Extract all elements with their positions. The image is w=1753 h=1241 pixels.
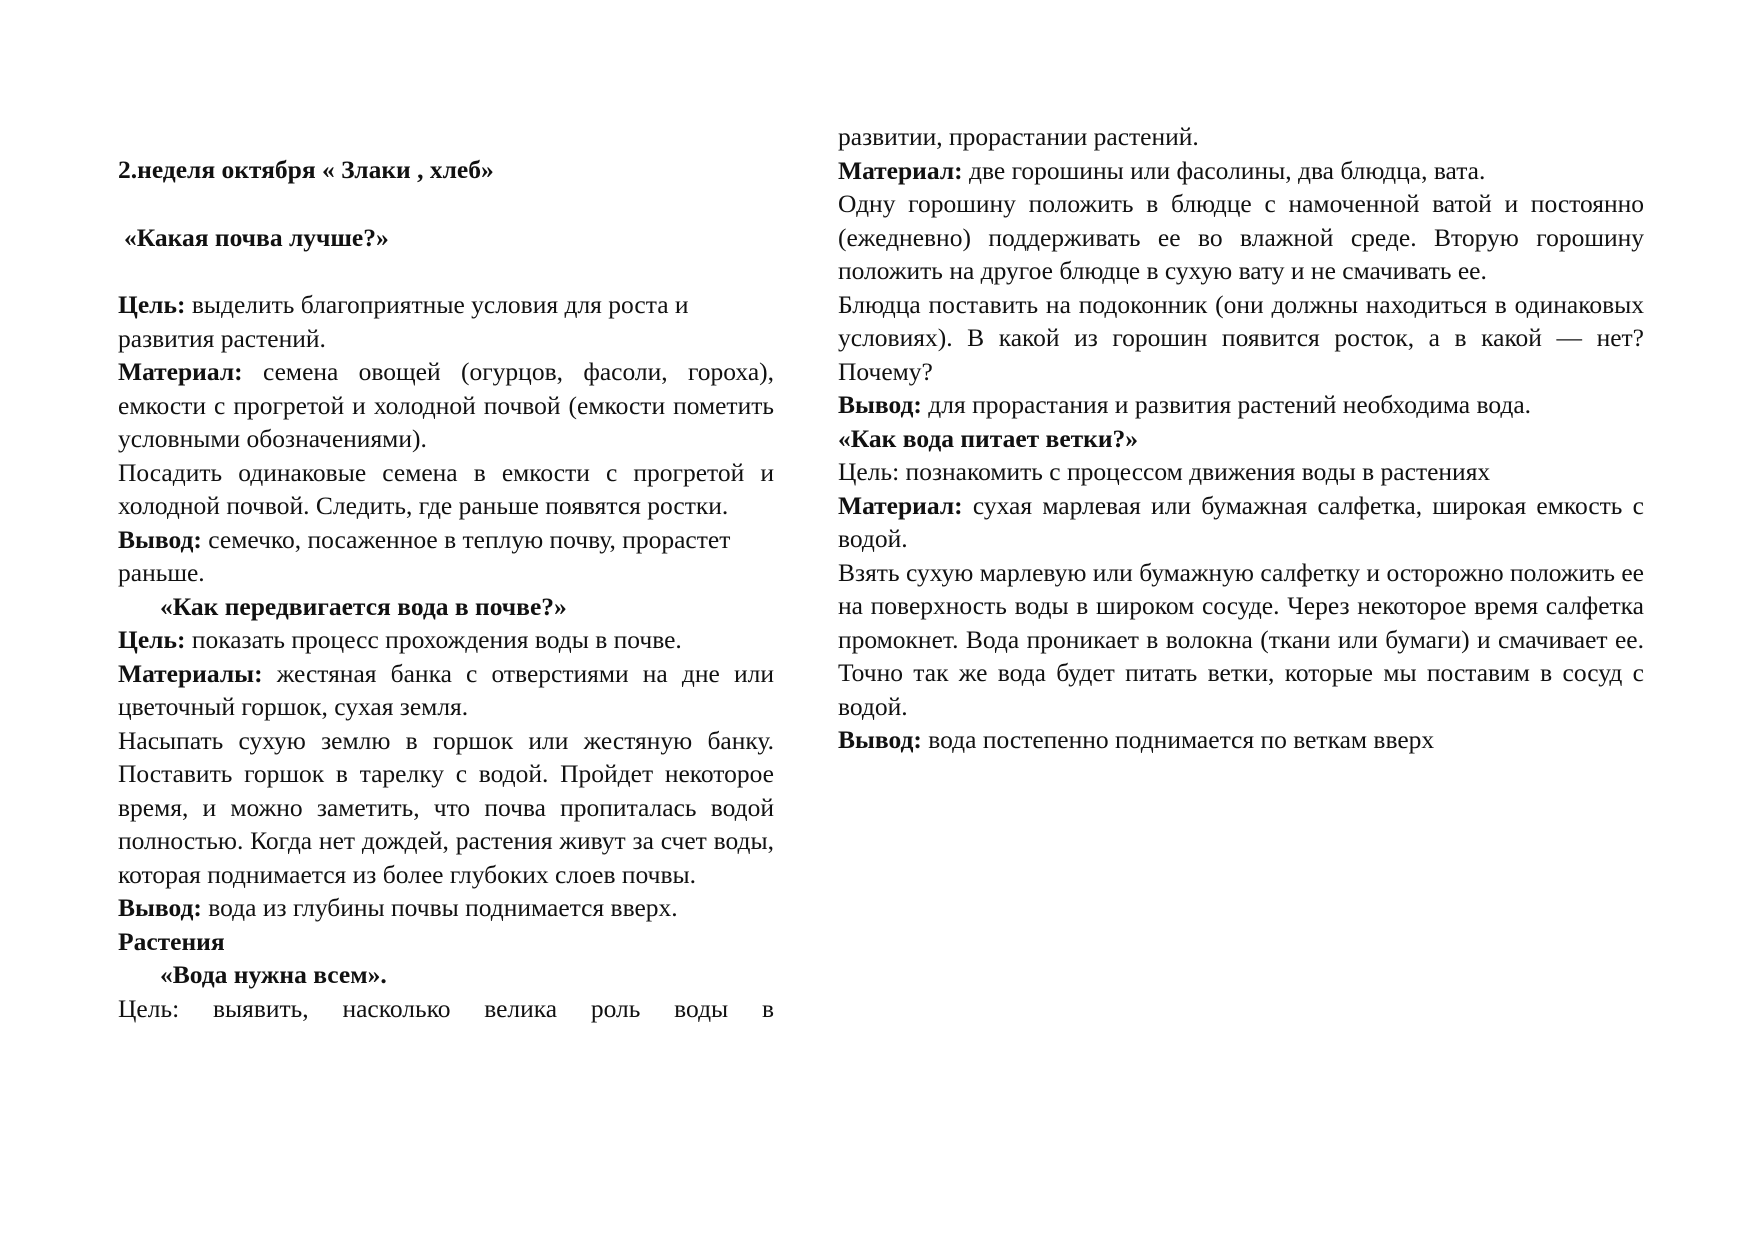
material-paragraph: Материал: две горошины или фасолины, два блюдца, вата. [838,155,1486,185]
procedure-paragraph: Блюдца поставить на подоконник (они должны находиться в одинаковых условиях). В какой из горошин появится росток, а в какой — нет? Почему? [838,289,1644,386]
experiment-title-branches: «Как вода питает ветки?» [838,423,1139,453]
goal-paragraph: Цель: показать процесс прохождения воды в почве. [118,625,682,654]
procedure-paragraph: Одну горошину положить в блюдце с намоченной ватой и постоянно (ежедневно) поддерживать ее во влажной среде. Вторую горошину положить на другое блюдце в сухую вату и не смачивать ее. [838,189,1644,285]
material-paragraph: Материалы: жестяная банка с отверстиями на дне или цветочный горшок, сухая земля. [118,658,774,721]
goal-paragraph: Цель: выделить благоприятные условия для роста и развития растений. [118,290,689,353]
experiment-title-water-in-soil: «Как передвигается вода в почве?» [160,591,567,621]
procedure-paragraph: Насыпать сухую землю в горшок или жестяную банку. Поставить горшок в тарелку с водой. Пройдет некоторое время, и можно заметить, что почва пропиталась водой полностью. Когда нет дождей, растения живут за счет воды, которая поднимается из более глубоких слоев почвы. [118,725,774,889]
section-heading: Растения [118,926,225,956]
material-paragraph: Материал: семена овощей (огурцов, фасоли, гороха), емкости с прогретой и холодной почвой (емкости пометить условными обозначениями). [118,357,774,453]
conclusion-paragraph: Вывод: вода из глубины почвы поднимается вверх. [118,893,678,922]
conclusion-paragraph: Вывод: семечко, посаженное в теплую почву, прорастет раньше. [118,524,731,587]
experiment-title-water-needed: «Вода нужна всем». [160,960,387,989]
material-paragraph: Материал: сухая марлевая или бумажная салфетка, широкая емкость с водой. [838,490,1644,553]
conclusion-paragraph: Вывод: для прорастания и развития растений необходима вода. [838,390,1532,419]
procedure-paragraph: Посадить одинаковые семена в емкости с прогретой и холодной почвой. Следить, где раньше появятся ростки. [118,457,774,520]
procedure-paragraph: Взять сухую марлевую или бумажную салфетку и осторожно положить ее на поверхность воды в широком сосуде. Через некоторое время салфетка промокнет. Вода проникает в волокна (ткани или бумаги) и смачивает ее. Точно так же вода будет питать ветки, которые мы поставим в сосуд с водой. [838,557,1644,721]
goal-paragraph: Цель: познакомить с процессом движения воды в растениях [838,457,1491,486]
left-column [118,153,774,1025]
goal-paragraph-start: Цель: выявить, насколько велика роль воды в [118,993,774,1023]
goal-paragraph-end: развитии, прорастании растений. [838,122,1199,151]
conclusion-paragraph: Вывод: вода постепенно поднимается по веткам вверх [838,725,1435,754]
week-title: 2.неделя октября « Злаки , хлеб» [118,155,494,184]
right-column [838,120,1644,757]
experiment-title-soil: «Какая почва лучше?» [124,222,389,252]
